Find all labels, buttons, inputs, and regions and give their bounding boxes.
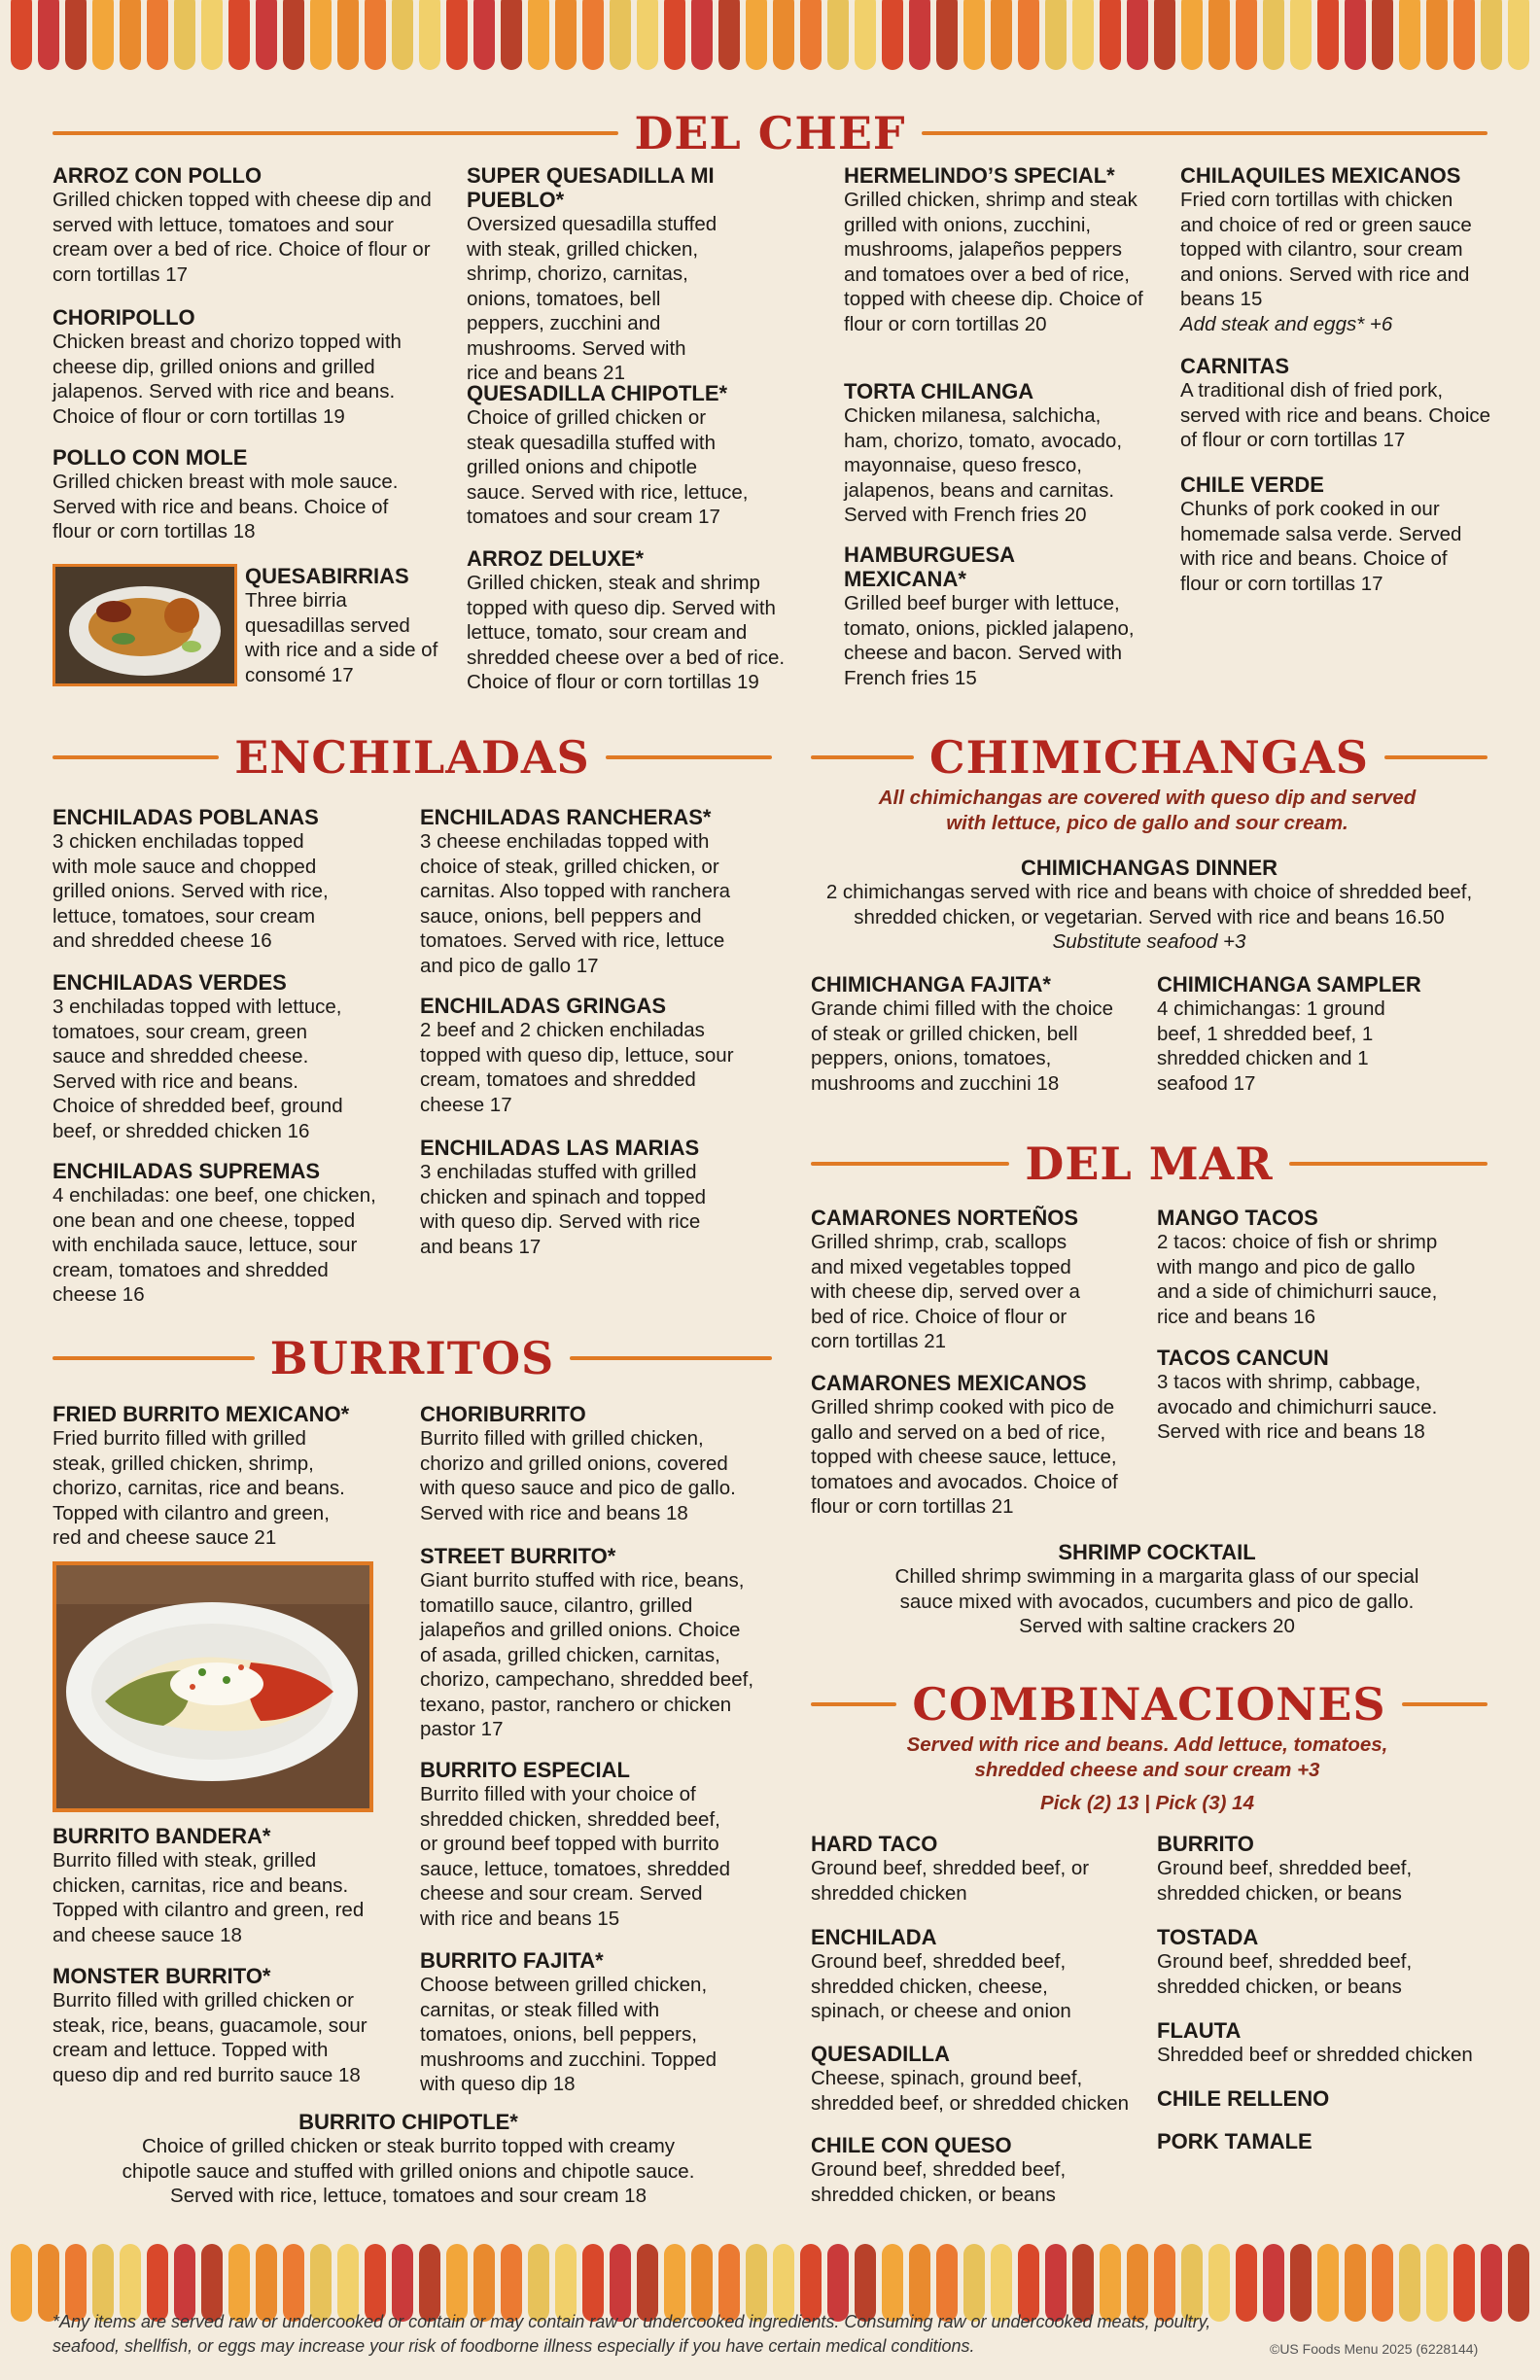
item-name: BURRITO ESPECIAL — [420, 1758, 630, 1782]
band-pill — [283, 0, 304, 70]
item-desc: 3 chicken enchiladas topped with mole sauce and chopped grilled onions. Served with rice, lettuce, tomatoes, sour cream and shredded cheese 16 — [52, 830, 329, 952]
band-pill — [1154, 0, 1175, 70]
item-name: QUESABIRRIAS — [245, 564, 409, 588]
item-desc: A traditional dish of fried pork, served with rice and beans. Choice of flour or corn tortillas 17 — [1180, 379, 1491, 451]
item-desc: Ground beef, shredded beef, shredded chicken, or beans — [1157, 1857, 1413, 1905]
menu-item-hamburguesa-mexicana — [844, 542, 1155, 690]
menu-item-camarones-mexicanos — [811, 1371, 1141, 1520]
band-pill — [909, 0, 930, 70]
band-pill — [1236, 0, 1257, 70]
menu-item-quesadilla-chipotle — [467, 381, 817, 530]
combinaciones-pick-price: Pick (2) 13 | Pick (3) 14 — [1040, 1792, 1254, 1814]
band-pill — [473, 0, 495, 70]
item-name: ARROZ DELUXE* — [467, 546, 645, 571]
item-desc: Choice of grilled chicken or steak burrito topped with creamy chipotle sauce and stuffed with grilled onions and chipotle sauce. Served with rice, lettuce, tomatoes and sour cream 18 — [122, 2135, 695, 2207]
band-pill — [855, 0, 876, 70]
item-desc: Fried corn tortillas with chicken and choice of red or green sauce topped with cilantro, sour cream and onions. Served with rice and beans 15 — [1180, 189, 1472, 310]
item-name: ENCHILADAS RANCHERAS* — [420, 805, 712, 829]
item-name: QUESADILLA CHIPOTLE* — [467, 381, 728, 405]
item-desc: Ground beef, shredded beef, or shredded chicken — [811, 1857, 1090, 1905]
item-desc: Chicken breast and chorizo topped with cheese dip, grilled onions and grilled jalapenos. Served with rice and beans. Choice of flour or corn tortillas 19 — [52, 331, 402, 428]
band-pill — [1100, 0, 1121, 70]
item-desc: Chilled shrimp swimming in a margarita glass of our special sauce mixed with avocados, cucumbers and pico de gallo. Served with saltine crackers 20 — [894, 1565, 1419, 1637]
menu-item-chimichanga-sampler — [1157, 972, 1478, 1096]
item-desc: 2 tacos: choice of fish or shrimp with mango and pico de gallo and a side of chimichurri sauce, rice and beans 16 — [1157, 1231, 1438, 1328]
section-title: DEL MAR — [1025, 1138, 1274, 1190]
band-pill — [800, 0, 822, 70]
item-name: CHILE VERDE — [1180, 472, 1324, 497]
band-pill — [446, 0, 468, 70]
item-name: CAMARONES MEXICANOS — [811, 1371, 1087, 1395]
item-name: CAMARONES NORTEÑOS — [811, 1206, 1079, 1230]
combo-item-chile-con-queso — [811, 2133, 1141, 2207]
menu-item-arroz-deluxe — [467, 546, 807, 695]
band-pill — [147, 0, 168, 70]
menu-item-chilaquiles-mexicanos — [1180, 163, 1501, 336]
section-heading-enchiladas — [52, 731, 772, 784]
menu-item-chile-verde — [1180, 472, 1501, 596]
section-title: BURRITOS — [269, 1332, 555, 1384]
band-pill — [1481, 2244, 1502, 2322]
menu-item-chimichangas-dinner — [811, 856, 1488, 955]
band-pill — [1453, 2244, 1475, 2322]
menu-item-tacos-cancun — [1157, 1346, 1468, 1445]
menu-item-enchiladas-supremas — [52, 1159, 412, 1308]
band-pill — [1263, 2244, 1284, 2322]
band-pill — [1290, 2244, 1312, 2322]
band-pill — [1018, 0, 1039, 70]
section-heading-combinaciones — [811, 1678, 1488, 1731]
band-pill — [582, 0, 604, 70]
menu-item-chimichanga-fajita — [811, 972, 1132, 1096]
band-pill — [1508, 2244, 1529, 2322]
item-desc: Choose between grilled chicken, carnitas, or steak filled with tomatoes, onions, bell peppers, mushrooms and zucchini. Topped with queso dip 18 — [420, 1974, 718, 2095]
band-pill — [1317, 2244, 1339, 2322]
item-name: ENCHILADA — [811, 1925, 937, 1949]
section-heading-chimichangas — [811, 731, 1488, 784]
menu-item-hermelindos-special — [844, 163, 1165, 336]
item-name: CHILE RELLENO — [1157, 2086, 1330, 2111]
combo-item-hard-taco — [811, 1832, 1141, 1906]
item-name: POLLO CON MOLE — [52, 445, 248, 470]
band-pill — [1181, 0, 1203, 70]
band-pill — [501, 0, 522, 70]
quesabirrias-photo — [52, 564, 237, 686]
item-desc: Grilled chicken breast with mole sauce. Served with rice and beans. Choice of flour or corn tortillas 18 — [52, 471, 399, 542]
item-desc: 4 chimichangas: 1 ground beef, 1 shredded beef, 1 shredded chicken and 1 seafood 17 — [1157, 998, 1385, 1095]
item-name: HERMELINDO’S SPECIAL* — [844, 163, 1115, 188]
band-pill — [1426, 2244, 1448, 2322]
item-desc: Grilled shrimp cooked with pico de gallo and served on a bed of rice, topped with cheese sauce, lettuce, tomatoes and avocados. Choice of flour or corn tortillas 21 — [811, 1396, 1118, 1518]
menu-item-burrito-especial — [420, 1758, 770, 1931]
item-desc: 3 tacos with shrimp, cabbage, avocado and chimichurri sauce. Served with rice and beans 18 — [1157, 1371, 1438, 1443]
item-name: BURRITO — [1157, 1832, 1254, 1856]
section-heading-del-mar — [811, 1138, 1488, 1190]
burrito-photo — [52, 1561, 373, 1812]
item-desc: Giant burrito stuffed with rice, beans, tomatillo sauce, cilantro, grilled jalapeños and grilled onions. Choice of asada, grilled chicken, carnitas, chorizo, campechano, shredded beef, texano, pastor, ranchero or chicken pastor 17 — [420, 1569, 754, 1740]
band-pill — [773, 0, 794, 70]
item-name: TACOS CANCUN — [1157, 1346, 1329, 1370]
band-pill — [228, 0, 250, 70]
item-name: HARD TACO — [811, 1832, 938, 1856]
menu-item-choripollo — [52, 305, 432, 429]
item-desc: Fried burrito filled with grilled steak, grilled chicken, shrimp, chorizo, carnitas, rice and beans. Topped with cilantro and green, red and cheese sauce 21 — [52, 1427, 345, 1549]
item-name: TOSTADA — [1157, 1925, 1259, 1949]
footer-disclaimer: *Any items are served raw or undercooked or contain or may contain raw or undercooked ingredients. Consuming raw or undercooked meats, poultry, seafood, shellfish, or eggs may increase your risk of foodborne illness especially if you have certain medical conditions. — [52, 2312, 1211, 2356]
menu-item-street-burrito — [420, 1544, 770, 1742]
combo-item-chile-relleno — [1157, 2086, 1488, 2111]
band-pill — [991, 0, 1012, 70]
item-desc: Ground beef, shredded beef, shredded chicken, cheese, spinach, or cheese and onion — [811, 1950, 1071, 2022]
item-desc: Grilled chicken topped with cheese dip and served with lettuce, tomatoes and sour cream over a bed of rice. Choice of flour or corn tortillas 17 — [52, 189, 432, 286]
band-pill — [1426, 0, 1448, 70]
band-pill — [882, 0, 903, 70]
combo-item-tostada — [1157, 1925, 1488, 1999]
item-name: TORTA CHILANGA — [844, 379, 1034, 403]
combo-item-flauta — [1157, 2018, 1488, 2068]
item-name: BURRITO FAJITA* — [420, 1948, 604, 1973]
band-pill — [691, 0, 713, 70]
band-pill — [337, 0, 359, 70]
band-pill — [1208, 0, 1230, 70]
combo-item-enchilada — [811, 1925, 1141, 2024]
band-pill — [528, 0, 549, 70]
item-name: CARNITAS — [1180, 354, 1290, 378]
chimichangas-intro: All chimichangas are covered with queso dip and served with lettuce, pico de gallo and sour cream. — [878, 787, 1417, 834]
item-desc: Cheese, spinach, ground beef, shredded beef, or shredded chicken — [811, 2067, 1130, 2115]
item-name: STREET BURRITO* — [420, 1544, 616, 1568]
band-pill — [174, 0, 195, 70]
combo-item-quesadilla — [811, 2042, 1161, 2116]
menu-item-shrimp-cocktail — [894, 1540, 1419, 1639]
item-name: ENCHILADAS VERDES — [52, 970, 287, 995]
menu-item-carnitas — [1180, 354, 1501, 453]
menu-item-choriburrito — [420, 1402, 770, 1525]
item-name: QUESADILLA — [811, 2042, 950, 2066]
section-heading-burritos — [52, 1332, 772, 1384]
menu-item-enchiladas-gringas — [420, 994, 751, 1117]
band-pill — [256, 0, 277, 70]
band-pill — [365, 0, 386, 70]
item-desc: Grilled chicken, shrimp and steak grilled with onions, zucchini, mushrooms, jalapeños peppers and tomatoes over a bed of rice, topped with cheese dip. Choice of flour or corn tortillas 20 — [844, 189, 1143, 335]
item-desc: Grande chimi filled with the choice of steak or grilled chicken, bell peppers, onions, tomatoes, mushrooms and zucchini 18 — [811, 998, 1114, 1095]
item-note: Substitute seafood +3 — [1052, 930, 1246, 953]
item-note: Add steak and eggs* +6 — [1180, 312, 1393, 335]
item-desc: Chicken milanesa, salchicha, ham, chorizo, tomato, avocado, mayonnaise, queso fresco, jalapenos, beans and carnitas. Served with French fries 20 — [844, 404, 1123, 526]
menu-item-enchiladas-rancheras — [420, 805, 770, 978]
item-name: CHORIPOLLO — [52, 305, 195, 330]
menu-item-monster-burrito — [52, 1964, 412, 2087]
menu-item-enchiladas-verdes — [52, 970, 412, 1143]
section-title: COMBINACIONES — [912, 1678, 1386, 1731]
item-name: ARROZ CON POLLO — [52, 163, 262, 188]
item-desc: Grilled chicken, steak and shrimp topped with queso dip. Served with lettuce, tomato, sour cream and shredded cheese over a bed of rice. Choice of flour or corn tortillas 19 — [467, 572, 786, 693]
band-pill — [664, 0, 685, 70]
band-pill — [11, 2244, 32, 2322]
menu-item-enchiladas-poblanas — [52, 805, 412, 954]
band-pill — [1399, 2244, 1420, 2322]
band-pill — [392, 0, 413, 70]
band-pill — [1399, 0, 1420, 70]
menu-item-pollo-con-mole — [52, 445, 432, 544]
item-desc: Grilled beef burger with lettuce, tomato, onions, pickled jalapeno, cheese and bacon. Served with French fries 15 — [844, 592, 1135, 689]
item-desc: Oversized quesadilla stuffed with steak, grilled chicken, shrimp, chorizo, carnitas, onions, tomatoes, bell peppers, zucchini and mushrooms. Served with rice and beans 21 — [467, 213, 718, 384]
item-desc: Chunks of pork cooked in our homemade salsa verde. Served with rice and beans. Choice of flour or corn tortillas 17 — [1180, 498, 1462, 595]
item-name: MANGO TACOS — [1157, 1206, 1318, 1230]
menu-item-enchiladas-las-marias — [420, 1136, 751, 1259]
section-title: CHIMICHANGAS — [928, 731, 1370, 784]
band-pill — [201, 0, 223, 70]
band-pill — [746, 0, 767, 70]
band-pill — [555, 0, 577, 70]
item-desc: Three birria quesadillas served with rice and a side of consomé 17 — [245, 589, 438, 686]
combinaciones-intro: Served with rice and beans. Add lettuce, tomatoes, shredded cheese and sour cream +3 — [906, 1733, 1388, 1781]
band-pill — [1453, 0, 1475, 70]
item-desc: 2 beef and 2 chicken enchiladas topped with queso dip, lettuce, sour cream, tomatoes and shredded cheese 17 — [420, 1019, 734, 1116]
item-desc: Grilled shrimp, crab, scallops and mixed vegetables topped with cheese dip, served over a bed of rice. Choice of flour or corn tortillas 21 — [811, 1231, 1080, 1352]
band-pill — [718, 0, 740, 70]
item-name: BURRITO BANDERA* — [52, 1824, 271, 1848]
item-name: BURRITO CHIPOTLE* — [298, 2110, 518, 2134]
item-desc: Choice of grilled chicken or steak quesadilla stuffed with grilled onions and chipotle sauce. Served with rice, lettuce, tomatoes and sour cream 17 — [467, 406, 749, 528]
item-desc: 3 enchiladas stuffed with grilled chicken and spinach and topped with queso dip. Served with rice and beans 17 — [420, 1161, 707, 1258]
section-title: DEL CHEF — [634, 107, 906, 159]
item-name: FRIED BURRITO MEXICANO* — [52, 1402, 350, 1426]
combo-item-burrito — [1157, 1832, 1488, 1906]
menu-item-torta-chilanga — [844, 379, 1165, 528]
item-desc: 4 enchiladas: one beef, one chicken, one bean and one cheese, topped with enchilada sauce, lettuce, sour cream, tomatoes and shredded cheese 16 — [52, 1184, 376, 1306]
menu-item-quesabirrias — [245, 564, 439, 687]
menu-item-mango-tacos — [1157, 1206, 1468, 1329]
band-pill — [1045, 0, 1067, 70]
section-title: ENCHILADAS — [234, 731, 590, 784]
item-desc: Ground beef, shredded beef, shredded chicken, or beans — [1157, 1950, 1413, 1998]
band-pill — [65, 0, 87, 70]
band-pill — [936, 0, 958, 70]
footer-copyright: ©US Foods Menu 2025 (6228144) — [1270, 2341, 1479, 2357]
band-pill — [92, 0, 114, 70]
item-name: CHIMICHANGAS DINNER — [1021, 856, 1278, 880]
band-pill — [1372, 0, 1393, 70]
item-desc: Burrito filled with your choice of shredded chicken, shredded beef, or ground beef topped with burrito sauce, lettuce, tomatoes, shredded cheese and sour cream. Served with rice and beans 15 — [420, 1783, 731, 1930]
item-name: ENCHILADAS POBLANAS — [52, 805, 319, 829]
band-pill — [120, 0, 141, 70]
item-name: CHILAQUILES MEXICANOS — [1180, 163, 1461, 188]
band-pill — [963, 0, 985, 70]
band-pill — [1345, 0, 1366, 70]
band-pill — [1345, 2244, 1366, 2322]
item-name: SUPER QUESADILLA MI PUEBLO* — [467, 163, 715, 212]
band-pill — [310, 0, 332, 70]
band-pill — [1317, 0, 1339, 70]
menu-item-camarones-nortenos — [811, 1206, 1141, 1354]
band-pill — [11, 0, 32, 70]
item-desc: 3 enchiladas topped with lettuce, tomatoes, sour cream, green sauce and shredded cheese. Served with rice and beans. Choice of shredded beef, ground beef, or shredded chicken 16 — [52, 996, 343, 1142]
menu-item-super-quesadilla — [467, 163, 817, 386]
combo-item-pork-tamale — [1157, 2129, 1488, 2153]
menu-item-fried-burrito-mexicano — [52, 1402, 412, 1551]
item-name: ENCHILADAS GRINGAS — [420, 994, 667, 1018]
item-name: CHIMICHANGA FAJITA* — [811, 972, 1051, 997]
menu-item-burrito-bandera — [52, 1824, 412, 1947]
band-pill — [419, 0, 440, 70]
section-heading-del-chef — [52, 107, 1488, 159]
item-name: MONSTER BURRITO* — [52, 1964, 271, 1988]
band-pill — [827, 0, 849, 70]
band-pill — [1372, 2244, 1393, 2322]
item-name: HAMBURGUESA MEXICANA* — [844, 542, 1015, 591]
band-pill — [637, 0, 658, 70]
item-desc: Burrito filled with grilled chicken or steak, rice, beans, guacamole, sour cream and lettuce. Topped with queso dip and red burrito sauce 18 — [52, 1989, 368, 2086]
item-desc: 2 chimichangas served with rice and beans with choice of shredded beef, shredded chicken, or vegetarian. Served with rice and beans 16.50 — [825, 881, 1473, 928]
menu-item-burrito-chipotle — [107, 2110, 710, 2209]
item-desc: Shredded beef or shredded chicken — [1157, 2044, 1473, 2066]
menu-item-arroz-con-pollo — [52, 163, 432, 287]
item-desc: Ground beef, shredded beef, shredded chicken, or beans — [811, 2158, 1067, 2206]
band-pill — [1127, 0, 1148, 70]
item-name: ENCHILADAS LAS MARIAS — [420, 1136, 700, 1160]
item-desc: Burrito filled with grilled chicken, chorizo and grilled onions, covered with queso sauce and pico de gallo. Served with rice and beans 18 — [420, 1427, 736, 1524]
band-pill — [1290, 0, 1312, 70]
item-name: ENCHILADAS SUPREMAS — [52, 1159, 321, 1183]
item-desc: 3 cheese enchiladas topped with choice of steak, grilled chicken, or carnitas. Also topped with ranchera sauce, onions, bell peppers and tomatoes. Served with rice, lettuce and pico de gallo 17 — [420, 830, 731, 977]
item-desc: Burrito filled with steak, grilled chicken, carnitas, rice and beans. Topped with cilantro and green, red and cheese sauce 18 — [52, 1849, 365, 1946]
band-pill — [1481, 0, 1502, 70]
band-pill — [38, 0, 59, 70]
band-pill — [610, 0, 631, 70]
item-name: CHILE CON QUESO — [811, 2133, 1012, 2157]
top-decorative-band — [0, 0, 1540, 80]
item-name: CHIMICHANGA SAMPLER — [1157, 972, 1421, 997]
band-pill — [1072, 0, 1094, 70]
item-name: CHORIBURRITO — [420, 1402, 586, 1426]
menu-item-burrito-fajita — [420, 1948, 770, 2097]
item-name: PORK TAMALE — [1157, 2129, 1312, 2153]
band-pill — [1508, 0, 1529, 70]
item-name: SHRIMP COCKTAIL — [1058, 1540, 1256, 1564]
item-name: FLAUTA — [1157, 2018, 1242, 2043]
band-pill — [1263, 0, 1284, 70]
